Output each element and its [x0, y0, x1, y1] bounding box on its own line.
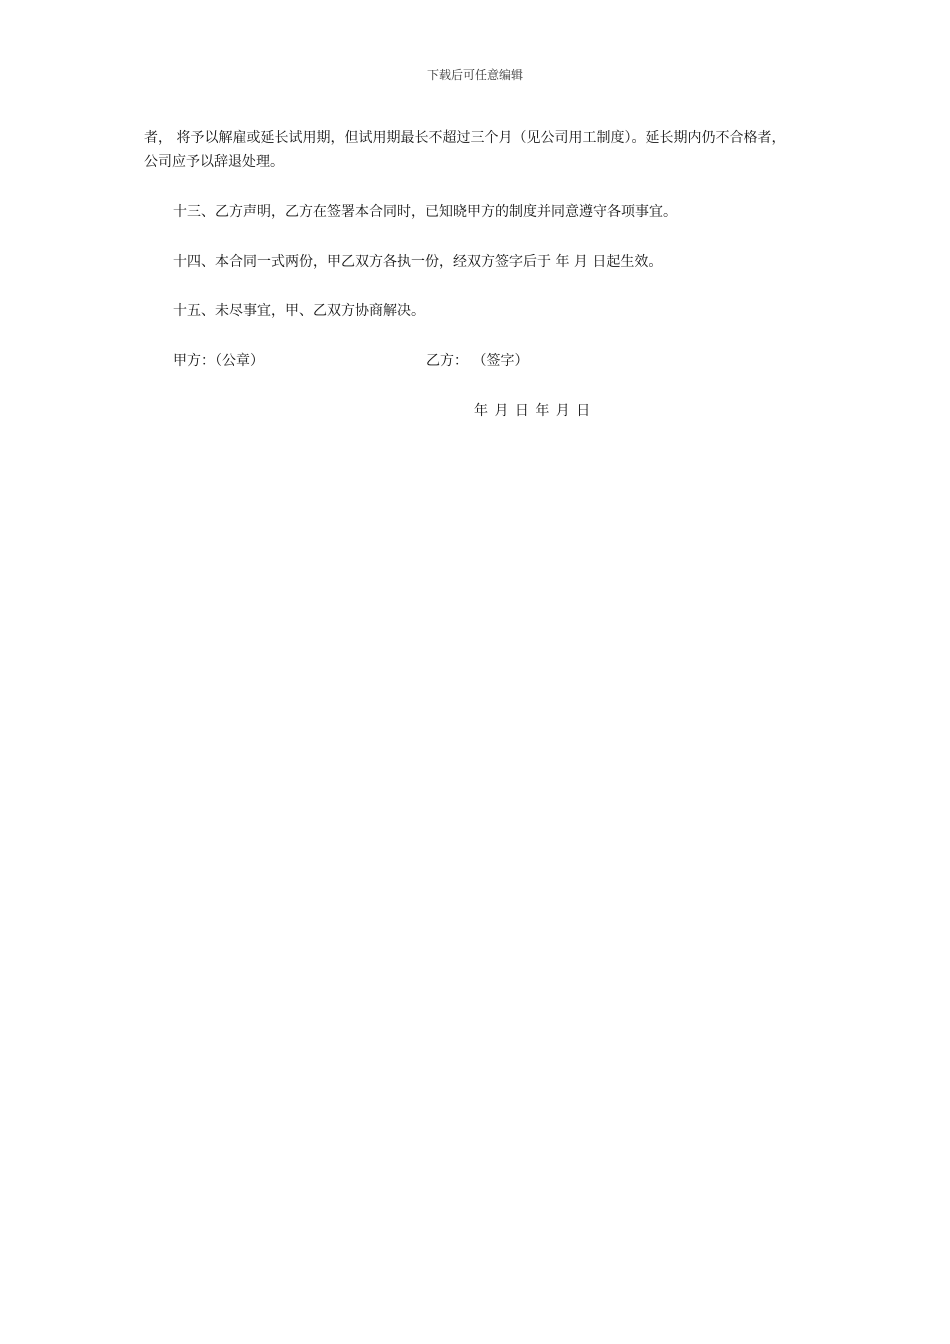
clause-15: 十五、未尽事宜，甲、乙双方协商解决。 [173, 303, 425, 319]
party-a-signature: 甲方：（公章） [173, 353, 264, 369]
clause-13: 十三、乙方声明，乙方在签署本合同时，已知晓甲方的制度并同意遵守各项事宜。 [173, 204, 677, 220]
signature-dates: 年 月 日 年 月 日 [474, 403, 591, 419]
page-header: 下载后可任意编辑 [426, 68, 523, 82]
paragraph-line-2: 公司应予以辞退处理。 [144, 154, 284, 170]
continuation-paragraph [144, 126, 819, 174]
clause-14: 十四、本合同一式两份，甲乙双方各执一份，经双方签字后于 年 月 日起生效。 [173, 254, 663, 270]
party-b-signature: 乙方： （签字） [426, 353, 529, 369]
paragraph-line-1: 者， 将予以解雇或延长试用期，但试用期最长不超过三个月（见公司用工制度）。延长期内仍不合格者， [144, 130, 786, 146]
